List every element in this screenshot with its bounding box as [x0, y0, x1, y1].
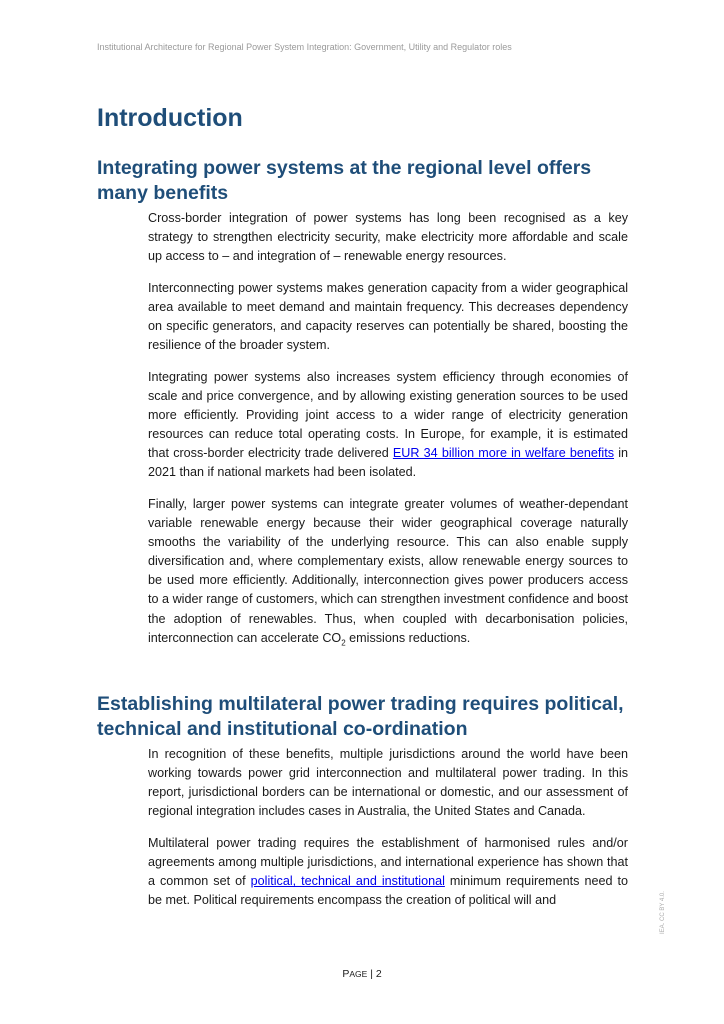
paragraph-text: in 2021 than if national markets had been isolated.	[148, 446, 629, 480]
section-heading-benefits: Integrating power systems at the regional level offers many benefits	[97, 157, 592, 204]
paragraph	[148, 368, 628, 483]
paragraph-text: minimum requirements need to be met. Political requirements encompass the creation of political will and	[148, 874, 629, 908]
paragraph: In recognition of these benefits, multiple jurisdictions around the world have been working towards power grid interconnection and multilateral power trading. In this report, jurisdictional borders can be international or domestic, and our assessment of regional integration includes cases in Australia, the United States and Canada.	[148, 747, 628, 819]
subscript: 2	[341, 638, 346, 648]
page-word-rest: AGE	[349, 969, 368, 979]
paragraph-text: Multilateral power trading requires the establishment of harmonised rules and/or agreements among multiple jurisdictions, and international experience has shown that a common set of	[148, 835, 628, 889]
section-body-coordination	[148, 745, 628, 923]
welfare-benefits-link[interactable]: EUR 34 billion more in welfare benefits	[392, 446, 615, 461]
running-header: Institutional Architecture for Regional Power System Integration: Government, Utility and Regulator roles	[97, 42, 512, 52]
paragraph: Interconnecting power systems makes generation capacity from a wider geographical area available to meet demand and maintain frequency. This decreases dependency on specific generators, and capacity reserves can potentially be shared, boosting the resilience of the broader system.	[148, 280, 628, 353]
section-heading-coordination: Establishing multilateral power trading requires political, technical and institutional co-ordination	[97, 693, 624, 740]
paragraph	[148, 495, 628, 652]
license-note: IEA. CC BY 4.0.	[660, 891, 666, 934]
requirements-link[interactable]: political, technical and institutional	[250, 874, 445, 889]
paragraph-text: emissions reductions.	[345, 630, 471, 645]
page-footer	[0, 968, 724, 980]
page-number: 2	[375, 968, 382, 980]
paragraph: Cross-border integration of power systems has long been recognised as a key strategy to strengthen electricity security, make electricity more affordable and scale up access to – and integration of – renewable energy resources.	[148, 211, 628, 264]
section-body-benefits	[148, 209, 628, 665]
paragraph	[148, 834, 628, 910]
page-separator: |	[367, 968, 376, 980]
page-word-initial: P	[342, 968, 350, 980]
page-title: Introduction	[97, 104, 243, 132]
paragraph-text: Integrating power systems also increases system efficiency through economies of scale and price convergence, and by allowing existing generation sources to be used more efficiently. Providing joint access to a wider range of electricity generation resources can reduce total operating costs. In Europe, for example, it is estimated that cross-border electricity trade delivered	[148, 369, 628, 461]
paragraph-text: Finally, larger power systems can integrate greater volumes of weather-dependant variable renewable energy because their wider geographical coverage naturally smooths the variability of the underlying resource. This can also enable supply diversification and, where complementary exists, allow renewable energy sources to be used more efficiently. Additionally, interconnection gives power producers access to a wider range of customers, which can strengthen investment confidence and boost the adoption of renewables. Thus, when coupled with decarbonisation policies, interconnection can accelerate CO	[148, 497, 628, 645]
